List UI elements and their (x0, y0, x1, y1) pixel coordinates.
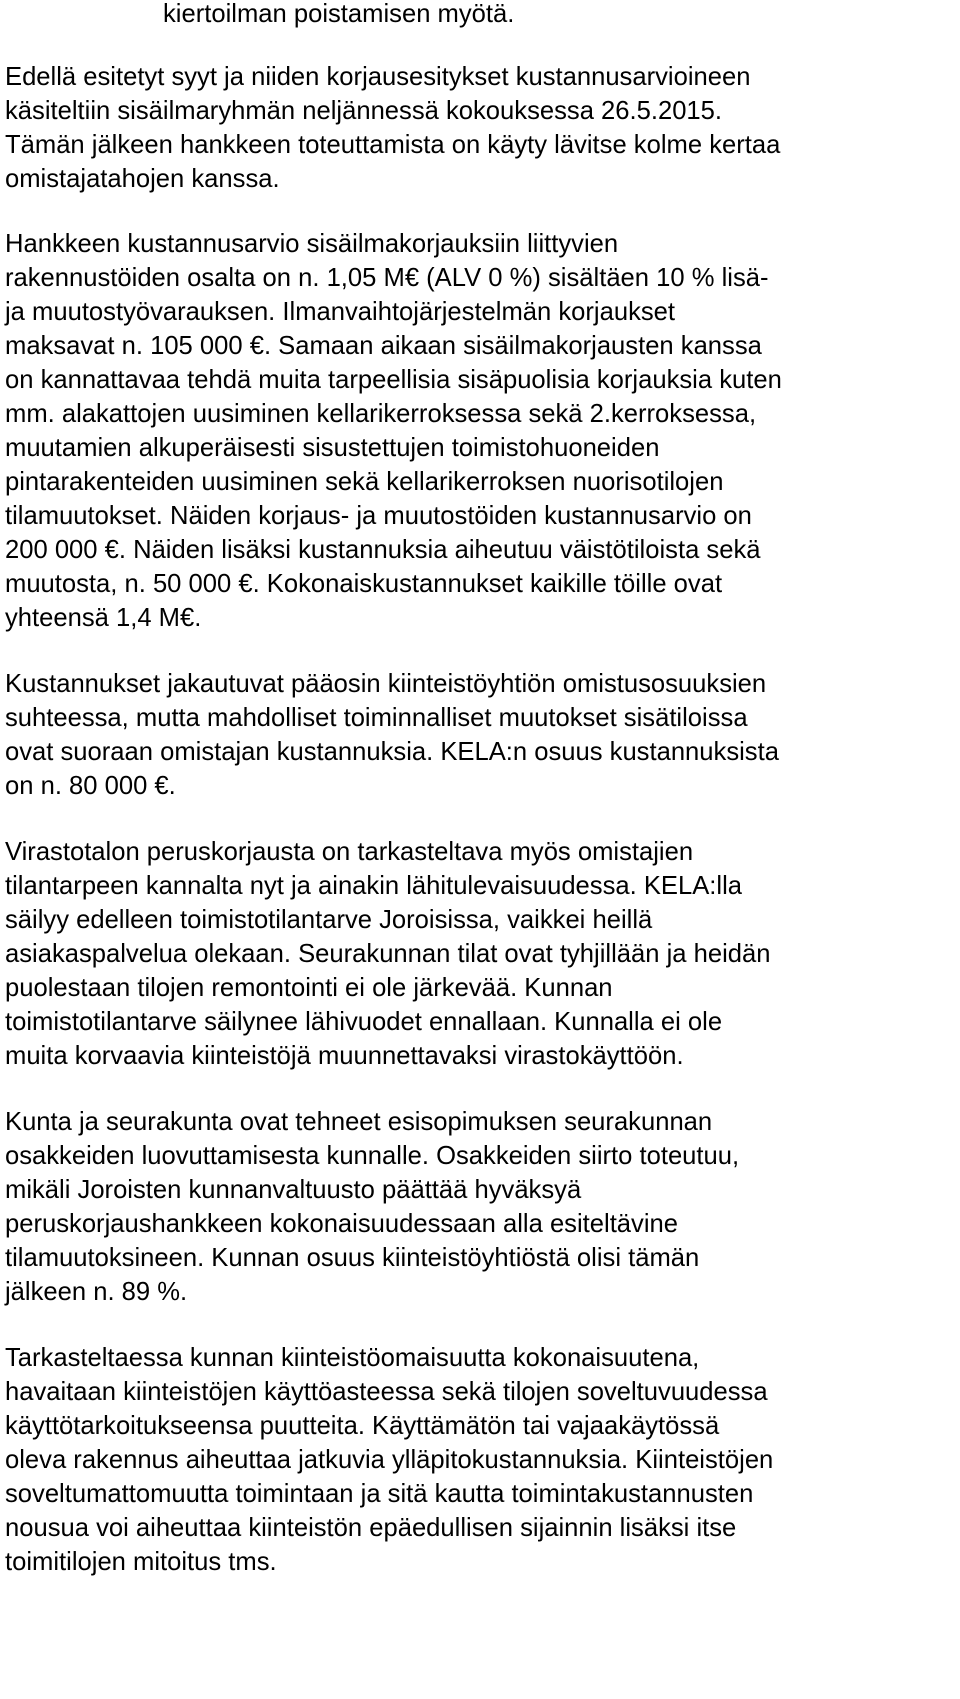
text-line: Kunta ja seurakunta ovat tehneet esisopimuksen seurakunnan (5, 1108, 713, 1136)
text-line: asiakaspalvelua olekaan. Seurakunnan tilat ovat tyhjillään ja heidän (5, 940, 771, 968)
text-line: soveltumattomuutta toimintaan ja sitä kautta toimintakustannusten (5, 1480, 754, 1508)
text-line: mm. alakattojen uusiminen kellarikerroksessa sekä 2.kerroksessa, (5, 400, 757, 428)
text-line: Virastotalon peruskorjausta on tarkasteltava myös omistajien (5, 838, 694, 866)
text-line: 200 000 €. Näiden lisäksi kustannuksia aiheutuu väistötiloista sekä (5, 536, 761, 564)
text-line: jälkeen n. 89 %. (5, 1278, 188, 1306)
text-line: peruskorjaushankkeen kokonaisuudessaan alla esiteltävine (5, 1210, 678, 1238)
text-line: nousua voi aiheuttaa kiinteistön epäedullisen sijainnin lisäksi itse (5, 1514, 737, 1542)
text-line: Tämän jälkeen hankkeen toteuttamista on käyty lävitse kolme kertaa (5, 131, 781, 159)
text-line: muutosta, n. 50 000 €. Kokonaiskustannukset kaikille töille ovat (5, 570, 723, 598)
text-line: tilantarpeen kannalta nyt ja ainakin lähitulevaisuudessa. KELA:lla (5, 872, 743, 900)
text-line: ovat suoraan omistajan kustannuksia. KELA:n osuus kustannuksista (5, 738, 779, 766)
text-line: ja muutostyövarauksen. Ilmanvaihtojärjestelmän korjaukset (5, 298, 676, 326)
text-line: pintarakenteiden uusiminen sekä kellarikerroksen nuorisotilojen (5, 468, 724, 496)
text-line: on n. 80 000 €. (5, 772, 176, 800)
text-line: toimistotilantarve säilynee lähivuodet ennallaan. Kunnalla ei ole (5, 1008, 723, 1036)
text-line: yhteensä 1,4 M€. (5, 604, 202, 632)
text-line: muutamien alkuperäisesti sisustettujen toimistohuoneiden (5, 434, 660, 462)
text-line: suhteessa, mutta mahdolliset toiminnalliset muutokset sisätiloissa (5, 704, 748, 732)
text-line: oleva rakennus aiheuttaa jatkuvia ylläpitokustannuksia. Kiinteistöjen (5, 1446, 774, 1474)
text-line: muita korvaavia kiinteistöjä muunnettavaksi virastokäyttöön. (5, 1042, 684, 1070)
text-line: käsiteltiin sisäilmaryhmän neljännessä kokouksessa 26.5.2015. (5, 97, 723, 125)
text-line: Kustannukset jakautuvat pääosin kiinteistöyhtiön omistusosuuksien (5, 670, 767, 698)
text-line: on kannattavaa tehdä muita tarpeellisia sisäpuolisia korjauksia kuten (5, 366, 782, 394)
text-line: kiertoilman poistamisen myötä. (163, 0, 515, 28)
text-line: havaitaan kiinteistöjen käyttöasteessa sekä tilojen soveltuvuudessa (5, 1378, 768, 1406)
text-line: säilyy edelleen toimistotilantarve Joroisissa, vaikkei heillä (5, 906, 653, 934)
text-line: tilamuutoksineen. Kunnan osuus kiinteistöyhtiöstä olisi tämän (5, 1244, 700, 1272)
text-line: puolestaan tilojen remontointi ei ole järkevää. Kunnan (5, 974, 613, 1002)
text-line: omistajatahojen kanssa. (5, 165, 280, 193)
text-line: rakennustöiden osalta on n. 1,05 M€ (ALV 0 %) sisältäen 10 % lisä- (5, 264, 769, 292)
text-line: Hankkeen kustannusarvio sisäilmakorjauksiin liittyvien (5, 230, 619, 258)
text-line: tilamuutokset. Näiden korjaus- ja muutostöiden kustannusarvio on (5, 502, 752, 530)
text-line: Tarkasteltaessa kunnan kiinteistöomaisuutta kokonaisuutena, (5, 1344, 700, 1372)
text-line: mikäli Joroisten kunnanvaltuusto päättää hyväksyä (5, 1176, 582, 1204)
text-line: käyttötarkoitukseensa puutteita. Käyttämätön tai vajaakäytössä (5, 1412, 720, 1440)
text-line: maksavat n. 105 000 €. Samaan aikaan sisäilmakorjausten kanssa (5, 332, 762, 360)
text-line: osakkeiden luovuttamisesta kunnalle. Osakkeiden siirto toteutuu, (5, 1142, 740, 1170)
text-line: Edellä esitetyt syyt ja niiden korjausesitykset kustannusarvioineen (5, 63, 751, 91)
text-line: toimitilojen mitoitus tms. (5, 1548, 277, 1576)
